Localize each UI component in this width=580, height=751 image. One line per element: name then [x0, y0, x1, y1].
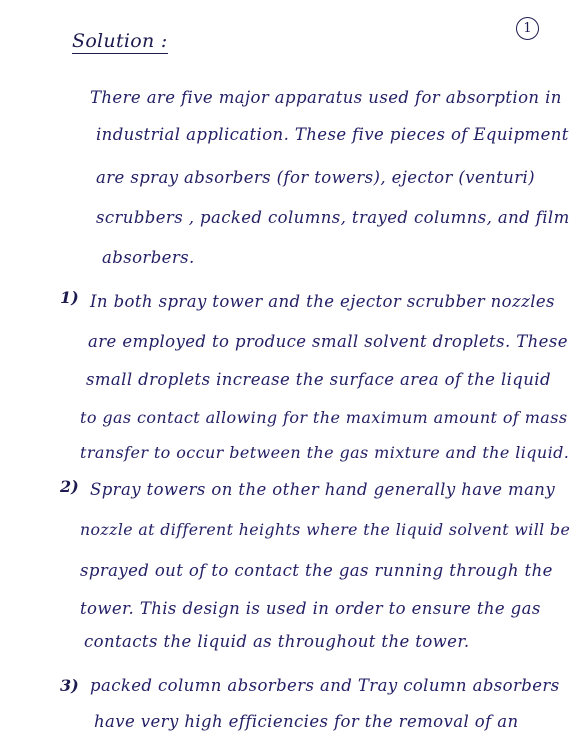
point-1-line: are employed to produce small solvent droplets. These: [88, 332, 568, 351]
point-3-line: packed column absorbers and Tray column absorbers: [90, 676, 560, 695]
solution-heading: Solution :: [72, 30, 168, 52]
page-number-badge: 1: [516, 17, 539, 40]
point-1-line: transfer to occur between the gas mixture and the liquid.: [80, 443, 570, 462]
point-2-line: contacts the liquid as throughout the tower.: [84, 632, 470, 651]
intro-line: There are five major apparatus used for absorption in: [90, 88, 562, 107]
point-2-marker: 2): [60, 477, 79, 496]
intro-line: are spray absorbers (for towers), ejector (venturi): [96, 168, 536, 187]
intro-line: absorbers.: [102, 248, 195, 267]
point-3-marker: 3): [60, 676, 79, 695]
intro-line: scrubbers , packed columns, trayed columns, and film: [96, 208, 570, 227]
point-1-marker: 1): [60, 288, 79, 307]
point-1-line: to gas contact allowing for the maximum amount of mass: [80, 408, 568, 427]
point-1-line: small droplets increase the surface area of the liquid: [86, 370, 551, 389]
point-2-line: nozzle at different heights where the liquid solvent will be: [80, 520, 571, 539]
intro-line: industrial application. These five pieces of Equipment: [96, 125, 569, 144]
point-2-line: tower. This design is used in order to ensure the gas: [80, 599, 541, 618]
point-3-line: have very high efficiencies for the removal of an: [94, 712, 519, 731]
point-1-line: In both spray tower and the ejector scrubber nozzles: [90, 292, 555, 311]
point-2-line: Spray towers on the other hand generally have many: [90, 480, 556, 499]
point-2-line: sprayed out of to contact the gas running through the: [80, 561, 553, 580]
